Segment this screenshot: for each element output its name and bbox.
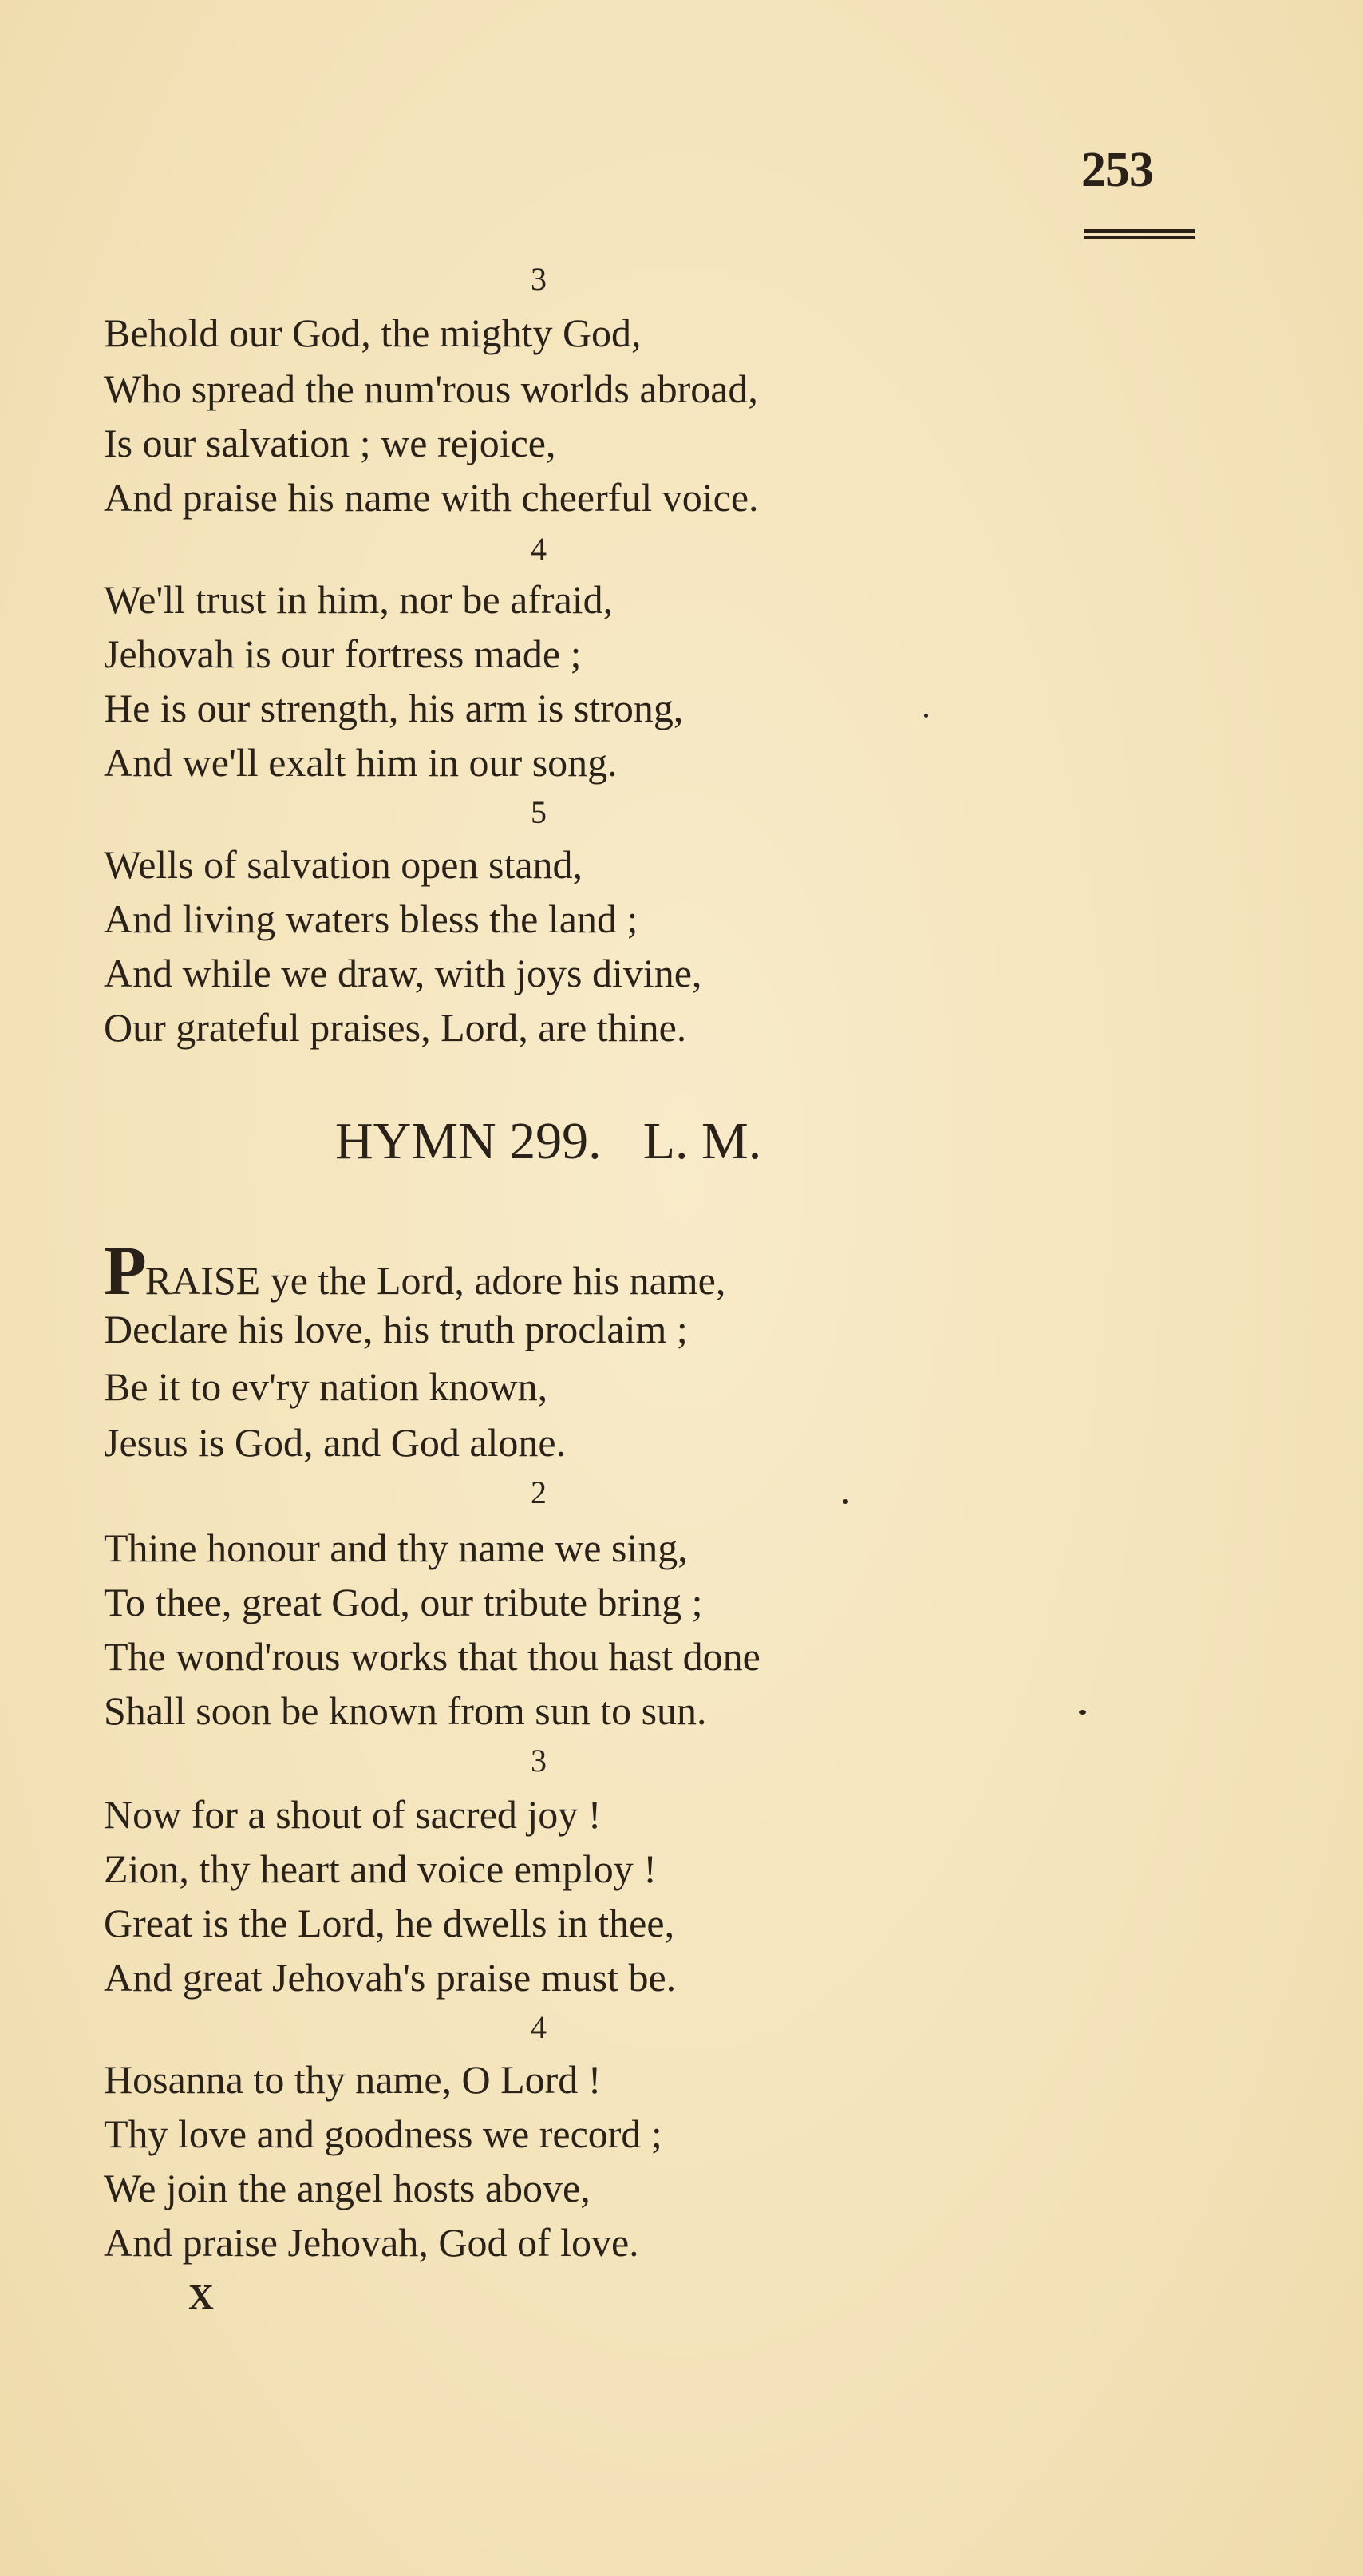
verse-line: We join the angel hosts above, — [104, 2166, 591, 2210]
stanza-number: 3 — [531, 261, 547, 297]
hymn-meter: L. M. — [642, 1112, 762, 1170]
signature-mark: X — [188, 2277, 214, 2317]
ink-speck — [843, 1499, 848, 1504]
verse-line: To thee, great God, our tribute bring ; — [104, 1580, 703, 1624]
verse-line: Now for a shout of sacred joy ! — [104, 1792, 602, 1837]
verse-line: And while we draw, with joys divine, — [104, 951, 702, 995]
verse-line: Wells of salvation open stand, — [104, 842, 583, 887]
verse-line: Who spread the num'rous worlds abroad, — [104, 366, 758, 411]
verse-line: Be it to ev'ry nation known, — [104, 1364, 548, 1409]
verse-line: Declare his love, his truth proclaim ; — [104, 1307, 688, 1351]
verse-line: We'll trust in him, nor be afraid, — [104, 577, 614, 622]
verse-line: And we'll exalt him in our song. — [104, 740, 618, 785]
verse-line: And praise Jehovah, God of love. — [104, 2220, 639, 2265]
verse-line: Shall soon be known from sun to sun. — [104, 1688, 707, 1733]
verse-line: And living waters bless the land ; — [104, 896, 638, 941]
page-number: 253 — [1081, 143, 1153, 197]
verse-line: Zion, thy heart and voice employ ! — [104, 1846, 657, 1891]
verse-line: Is our salvation ; we rejoice, — [104, 421, 556, 465]
verse-line: Jehovah is our fortress made ; — [104, 631, 582, 676]
verse-line: And praise his name with cheerful voice. — [104, 475, 759, 520]
stanza-number: 5 — [531, 794, 547, 830]
hymn-title: HYMN 299. — [335, 1112, 602, 1170]
hymn-heading — [335, 1111, 761, 1172]
verse-line: Thine honour and thy name we sing, — [104, 1525, 688, 1570]
verse-line: Hosanna to thy name, O Lord ! — [104, 2057, 602, 2102]
ink-speck — [1079, 1710, 1086, 1715]
first-line-rest: ye the Lord, adore his name, — [260, 1258, 726, 1303]
verse-line: Our grateful praises, Lord, are thine. — [104, 1005, 687, 1050]
stanza-number: 4 — [531, 531, 547, 567]
first-word-caps: RAISE — [144, 1258, 261, 1303]
verse-line: Jesus is God, and God alone. — [104, 1420, 567, 1465]
verse-line: And great Jehovah's praise must be. — [104, 1955, 677, 2000]
first-verse-line — [104, 1233, 726, 1310]
verse-line: The wond'rous works that thou hast done — [104, 1634, 761, 1679]
verse-line: Thy love and goodness we record ; — [104, 2111, 662, 2156]
stanza-number: 4 — [531, 2009, 547, 2045]
header-rule — [1084, 229, 1195, 240]
drop-cap: P — [104, 1233, 145, 1310]
verse-line: Behold our God, the mighty God, — [104, 311, 642, 355]
stanza-number: 2 — [531, 1474, 547, 1510]
verse-line: Great is the Lord, he dwells in thee, — [104, 1901, 675, 1945]
verse-line: He is our strength, his arm is strong, — [104, 686, 684, 730]
ink-speck — [924, 714, 928, 718]
stanza-number: 3 — [531, 1743, 547, 1779]
